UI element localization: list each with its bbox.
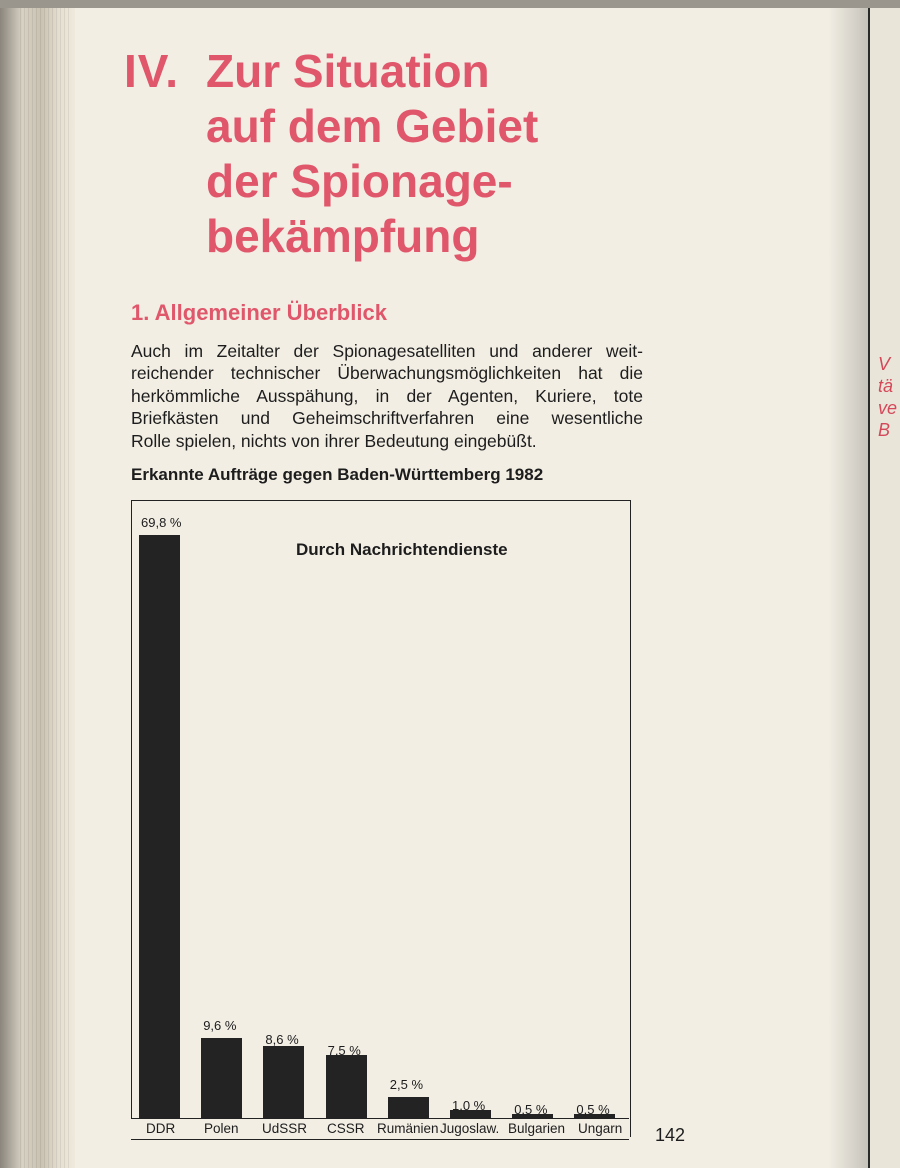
category-label: Bulgarien (508, 1121, 566, 1136)
bar-ddr (139, 535, 180, 1118)
category-label: Ungarn (578, 1121, 623, 1136)
bar-cssr (326, 1055, 367, 1118)
bar-rumänien (388, 1097, 429, 1118)
category-label: CSSR (327, 1121, 365, 1136)
body-line: Rolle spielen, nichts von ihrer Bedeutung eingebüßt. (131, 430, 537, 451)
bar-value-label: 2,5 % (389, 1077, 424, 1093)
category-label: DDR (146, 1121, 176, 1136)
facing-page-fragment: V (878, 354, 891, 374)
bar-value-label: 8,6 % (265, 1032, 299, 1048)
facing-page-fragment: B (878, 420, 891, 440)
category-label: Polen (204, 1121, 239, 1136)
bar-polen (201, 1038, 242, 1118)
chart-subtitle: Durch Nachrichtendienste (296, 540, 508, 559)
bar-udssr (263, 1046, 304, 1118)
chapter-title-line: bekämpfung (206, 210, 480, 262)
chapter-title-line: der Spionage- (206, 155, 513, 207)
body-paragraph (131, 340, 643, 452)
category-label: Rumänien (377, 1121, 439, 1136)
chapter-title-line: Zur Situation (206, 45, 490, 97)
bar-value-label: 0,5 % (576, 1101, 610, 1117)
body-line: reichender technischer Überwachungsmöglichkeiten hat die (131, 363, 643, 384)
category-label: UdSSR (262, 1121, 308, 1136)
page-number: 142 (655, 1125, 686, 1145)
body-line: herkömmliche Ausspähung, in der Agenten, Kuriere, tote (131, 385, 643, 406)
bar-value-label: 1,0 % (452, 1097, 486, 1113)
body-line: Auch im Zeitalter der Spionagesatelliten und anderer weit- (131, 341, 643, 361)
page-curl-shadow (828, 8, 868, 1168)
chapter-title (206, 44, 726, 264)
category-label: Jugoslaw. (440, 1121, 500, 1136)
facing-page-fragment: tä (878, 376, 894, 396)
facing-page (868, 8, 900, 1168)
page-edges (20, 8, 70, 1168)
bar-value-label: 69,8 % (141, 515, 182, 530)
body-line: Briefkästen und Geheimschriftverfahren eine wesentliche (131, 408, 643, 429)
chapter-number: IV. (124, 45, 180, 97)
bar-value-label: 0,5 % (514, 1101, 548, 1117)
section-title: 1. Allgemeiner Überblick (131, 300, 387, 325)
facing-page-fragment: ve (878, 398, 898, 418)
bar-value-label: 7,5 % (327, 1043, 361, 1059)
bar-value-label: 9,6 % (203, 1017, 237, 1033)
chapter-title-line: auf dem Gebiet (206, 100, 539, 152)
chart-heading: Erkannte Aufträge gegen Baden-Württemberg 1982 (131, 465, 544, 484)
